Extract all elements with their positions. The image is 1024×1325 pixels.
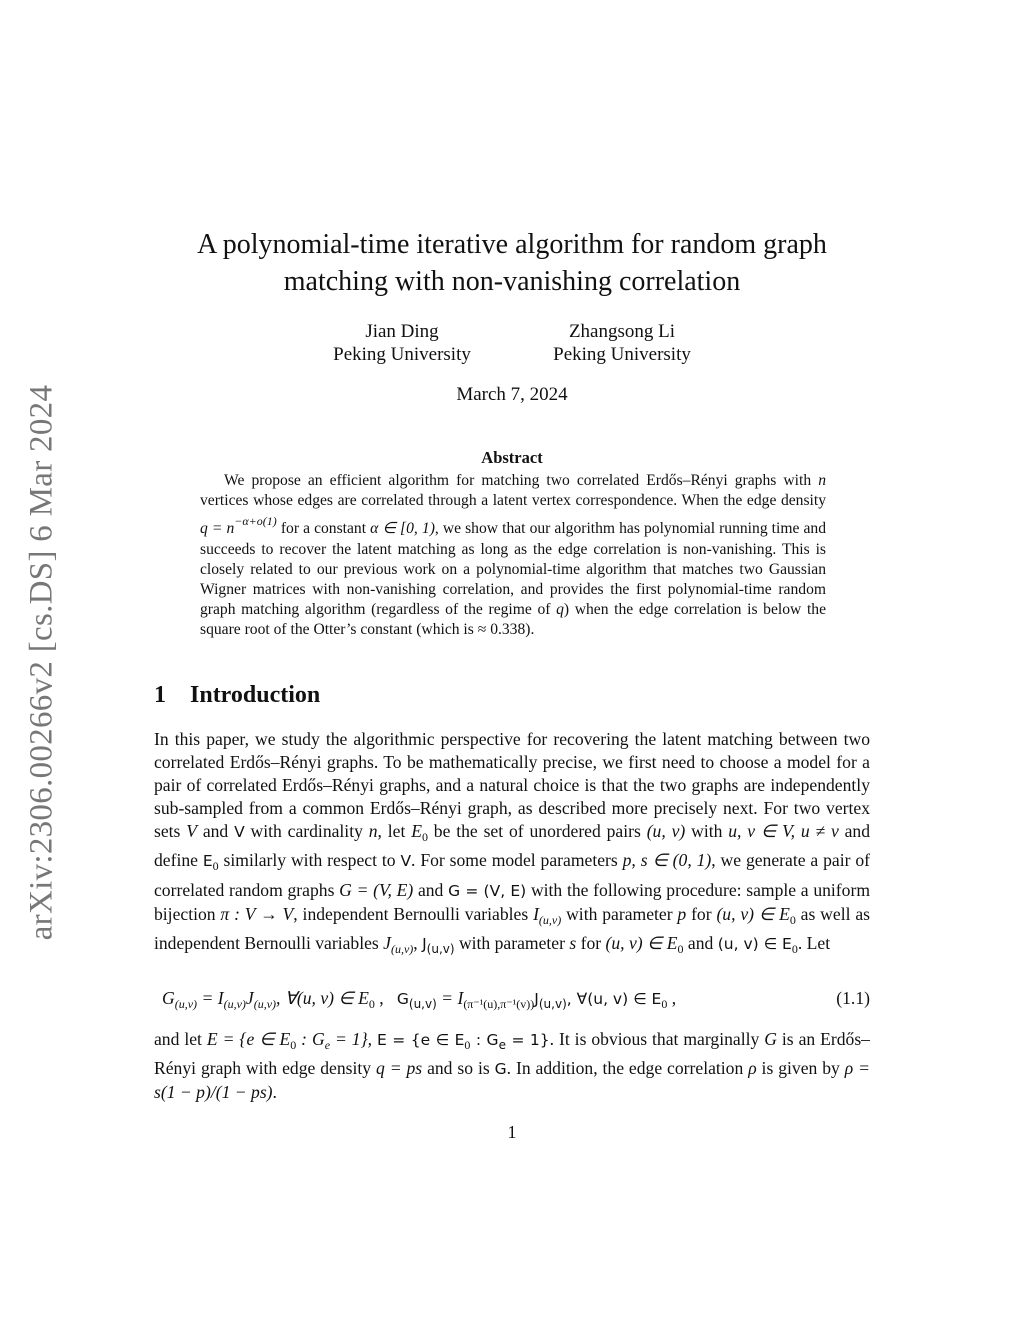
section-heading-introduction <box>154 682 320 709</box>
title-line-2: matching with non-vanishing correlation <box>283 266 741 297</box>
arxiv-label: arXiv:2306.00266v2 [cs.DS] 6 Mar 2024 <box>23 384 60 940</box>
arxiv-watermark <box>22 362 62 962</box>
abstract-text: We propose an efficient algorithm for matching two correlated Erdős–Rényi graphs with n vertices whose edges are correlated through a latent vertex correspondence. When the edge density $q = n^{-\alpha+o(1)}$ for a constant α ∈ [0, 1), we show that our algorithm has polynomial running time and succeeds to recover the latent matching as long as the edge correlation is non-vanishing. This is closely related to our previous work on a polynomial-time algorithm that matches two Gaussian Wigner matrices with non-vanishing correlation, and provides the first polynomial-time random graph matching algorithm (regardless of the regime of q) when the edge correlation is below the square root of the Otter’s constant (which is ≈ 0.338). <box>200 472 826 639</box>
author-affiliation: Peking University <box>333 344 471 365</box>
author-block-1 <box>282 320 522 366</box>
paper-title <box>160 226 864 300</box>
page-number: 1 <box>507 1122 517 1142</box>
equation-body: $G_{(u,v)} = I_{(u,v)}J_{(u,v)}$, ∀(u, v) ∈ $E_0$ , $G_{(u,v)} = I_{(\pi^{-1}(u),\pi^{-1}(v))}J_{(u,v)}$, ∀(u, v) ∈ $E_0$ , <box>162 988 677 1011</box>
section-number: 1 <box>154 682 166 708</box>
section-title: Introduction <box>190 682 321 708</box>
abstract-heading: Abstract <box>481 448 543 467</box>
title-line-1: A polynomial-time iterative algorithm for random graph <box>197 229 827 260</box>
author-affiliation: Peking University <box>553 344 691 365</box>
equation-number: (1.1) <box>836 988 870 1008</box>
model-paragraph: and let E = {e ∈ $E_0$ : $G_e = 1$}, E = {e ∈ $E_0$ : $G_e = 1$}. It is obvious that marginally G is an Erdős–Rényi graph with edge density q = ps and so is G. In addition, the edge correlation ρ is given by ρ = s(1 − p)/(1 − ps). <box>154 1029 870 1103</box>
author-name: Zhangsong Li <box>568 321 676 342</box>
equation-1-1 <box>154 988 870 1014</box>
intro-paragraph: In this paper, we study the algorithmic perspective for recovering the latent matching between two correlated Erdős–Rényi graphs. To be mathematically precise, we first need to choose a model for a pair of correlated Erdős–Rényi graphs, and a natural choice is that the two graphs are independently sub-sampled from a common Erdős–Rényi graph, as described more precisely next. For two vertex sets V and V with cardinality n, let $E_0$ be the set of unordered pairs (u, v) with u, v ∈ V, u ≠ v and define $E_0$ similarly with respect to V. For some model parameters p, s ∈ (0, 1), we generate a pair of correlated random graphs G = (V, E) and G = (V, E) with the following procedure: sample a uniform bijection π : V → V, independent Bernoulli variables $I_{(u,v)}$ with parameter p for (u, v) ∈ $E_0$ as well as independent Bernoulli variables $J_{(u,v)}$, $J_{(u,v)}$ with parameter s for (u, v) ∈ $E_0$ and (u, v) ∈ $E_0$. Let <box>154 729 871 956</box>
author-block-2 <box>502 320 742 366</box>
paper-date: March 7, 2024 <box>456 384 568 405</box>
author-name: Jian Ding <box>365 321 439 342</box>
